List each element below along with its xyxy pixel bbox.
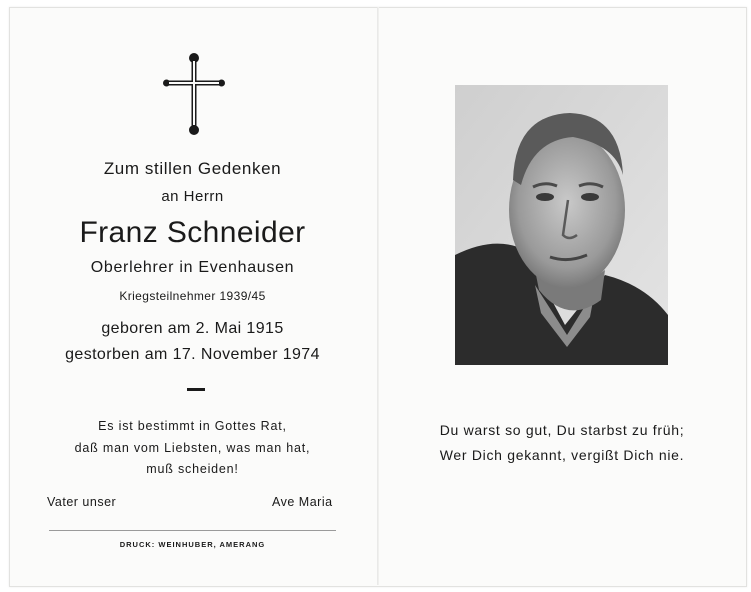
divider-dash [187, 388, 205, 391]
prayer-left: Vater unser [47, 495, 117, 509]
verse-line: muß scheiden! [146, 462, 239, 476]
death-date: gestorben am 17. November 1974 [65, 346, 320, 363]
quote-line: Wer Dich gekannt, vergißt Dich nie. [439, 447, 685, 463]
memorial-heading: Zum stillen Gedenken [103, 159, 282, 178]
deceased-name: Franz Schneider [79, 216, 306, 249]
portrait-photo [455, 85, 668, 365]
war-service-note: Kriegsteilnehmer 1939/45 [119, 289, 266, 303]
cross-icon [163, 53, 225, 135]
right-panel [379, 7, 745, 585]
birth-date: geboren am 2. Mai 1915 [101, 320, 284, 337]
prayer-right: Ave Maria [272, 495, 333, 509]
printer-credit: DRUCK: WEINHUBER, AMERANG [119, 540, 266, 549]
divider-rule [49, 530, 336, 531]
verse-line: Es ist bestimmt in Gottes Rat, [98, 419, 287, 433]
occupation: Oberlehrer in Evenhausen [90, 259, 295, 276]
left-panel [10, 7, 375, 585]
verse-line: daß man vom Liebsten, was man hat, [74, 441, 311, 455]
quote-line: Du warst so gut, Du starbst zu früh; [439, 422, 685, 438]
salutation: an Herrn [161, 188, 224, 205]
